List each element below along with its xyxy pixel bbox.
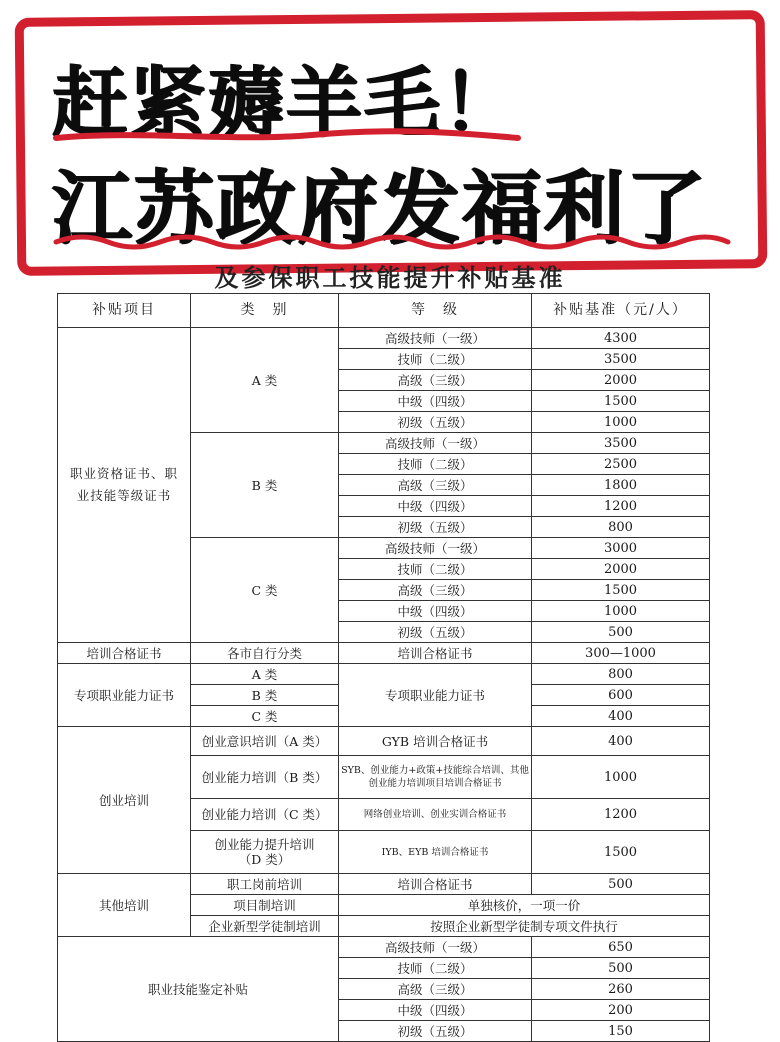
- startup-category: 创业能力培训（C 类）: [191, 799, 339, 831]
- level-cell: 高级技师（一级）: [339, 538, 532, 559]
- table-row: [58, 937, 710, 958]
- amount-cell: 3500: [532, 433, 710, 454]
- amount-cell: 2500: [532, 454, 710, 475]
- amount-cell: 600: [532, 685, 710, 706]
- startup-category: 创业能力培训（B 类）: [191, 756, 339, 799]
- cert-item-cell: 职业资格证书、职业技能等级证书: [58, 328, 191, 643]
- level-cell: 中级（四级）: [339, 1000, 532, 1021]
- table-row: [58, 328, 710, 349]
- cert-category-c: C 类: [191, 538, 339, 643]
- amount-cell: 260: [532, 979, 710, 1000]
- other-category: 职工岗前培训: [191, 874, 339, 895]
- amount-cell: 1000: [532, 601, 710, 622]
- startup-category: 创业意识培训（A 类）: [191, 727, 339, 756]
- training-cert-amount: 300—1000: [532, 643, 710, 664]
- amount-cell: 500: [532, 622, 710, 643]
- other-merged-note: 按照企业新型学徒制专项文件执行: [339, 916, 710, 937]
- level-cell: 高级（三级）: [339, 370, 532, 391]
- level-cell: 高级（三级）: [339, 979, 532, 1000]
- special-category: B 类: [191, 685, 339, 706]
- other-category: 企业新型学徒制培训: [191, 916, 339, 937]
- amount-cell: 2000: [532, 370, 710, 391]
- amount-cell: 1000: [532, 756, 710, 799]
- amount-cell: 150: [532, 1021, 710, 1042]
- other-merged-note: 单独核价，一项一价: [339, 895, 710, 916]
- level-cell: 中级（四级）: [339, 391, 532, 412]
- cert-category-a: A 类: [191, 328, 339, 433]
- amount-cell: 1200: [532, 496, 710, 517]
- table-row: [58, 727, 710, 756]
- amount-cell: 400: [532, 727, 710, 756]
- level-cell: 技师（二级）: [339, 454, 532, 475]
- level-cell: 技师（二级）: [339, 958, 532, 979]
- amount-cell: 800: [532, 664, 710, 685]
- startup-level: 网络创业培训、创业实训合格证书: [339, 799, 532, 831]
- special-level: 专项职业能力证书: [339, 664, 532, 727]
- other-category: 项目制培训: [191, 895, 339, 916]
- special-item: 专项职业能力证书: [58, 664, 191, 727]
- appraisal-item: 职业技能鉴定补贴: [58, 937, 339, 1042]
- level-cell: 初级（五级）: [339, 517, 532, 538]
- level-cell: 技师（二级）: [339, 349, 532, 370]
- amount-cell: 3000: [532, 538, 710, 559]
- amount-cell: 3500: [532, 349, 710, 370]
- amount-cell: 1000: [532, 412, 710, 433]
- level-cell: 中级（四级）: [339, 496, 532, 517]
- col-header-level: 等 级: [339, 294, 532, 328]
- level-cell: 高级（三级）: [339, 580, 532, 601]
- training-cert-item: 培训合格证书: [58, 643, 191, 664]
- level-cell: 高级（三级）: [339, 475, 532, 496]
- amount-cell: 200: [532, 1000, 710, 1021]
- amount-cell: 1500: [532, 831, 710, 874]
- level-cell: 初级（五级）: [339, 412, 532, 433]
- amount-cell: 500: [532, 958, 710, 979]
- amount-cell: 4300: [532, 328, 710, 349]
- level-cell: 高级技师（一级）: [339, 937, 532, 958]
- level-cell: 初级（五级）: [339, 622, 532, 643]
- startup-level: GYB 培训合格证书: [339, 727, 532, 756]
- table-header-row: [58, 294, 710, 328]
- amount-cell: 500: [532, 874, 710, 895]
- amount-cell: 650: [532, 937, 710, 958]
- level-cell: 高级技师（一级）: [339, 433, 532, 454]
- special-category: C 类: [191, 706, 339, 727]
- amount-cell: 800: [532, 517, 710, 538]
- level-cell: 初级（五级）: [339, 1021, 532, 1042]
- col-header-category: 类 别: [191, 294, 339, 328]
- col-header-amount: 补贴基准（元/人）: [532, 294, 710, 328]
- table-title: 及参保职工技能提升补贴基准: [214, 263, 566, 292]
- other-item: 其他培训: [58, 874, 191, 937]
- level-cell: 技师（二级）: [339, 559, 532, 580]
- amount-cell: 1800: [532, 475, 710, 496]
- cert-category-b: B 类: [191, 433, 339, 538]
- table-row: [58, 643, 710, 664]
- special-category: A 类: [191, 664, 339, 685]
- startup-level: IYB、EYB 培训合格证书: [339, 831, 532, 874]
- amount-cell: 1500: [532, 391, 710, 412]
- subsidy-table: [57, 293, 710, 1042]
- headline-banner: [12, 8, 762, 270]
- other-level: 培训合格证书: [339, 874, 532, 895]
- training-cert-level: 培训合格证书: [339, 643, 532, 664]
- headline-line-1: 赶紧薅羊毛！: [52, 58, 520, 147]
- training-cert-category: 各市自行分类: [191, 643, 339, 664]
- level-cell: 中级（四级）: [339, 601, 532, 622]
- amount-cell: 2000: [532, 559, 710, 580]
- startup-item: 创业培训: [58, 727, 191, 874]
- amount-cell: 400: [532, 706, 710, 727]
- table-row: [58, 664, 710, 685]
- col-header-item: 补贴项目: [58, 294, 191, 328]
- level-cell: 高级技师（一级）: [339, 328, 532, 349]
- table-row: [58, 874, 710, 895]
- startup-level: SYB、创业能力+政策+技能综合培训、其他创业能力培训项目培训合格证书: [339, 756, 532, 799]
- amount-cell: 1500: [532, 580, 710, 601]
- red-squiggle-underline-2: [52, 230, 732, 254]
- amount-cell: 1200: [532, 799, 710, 831]
- headline-line-2: 江苏政府发福利了: [52, 162, 708, 255]
- startup-category: 创业能力提升培训（D 类）: [191, 831, 339, 874]
